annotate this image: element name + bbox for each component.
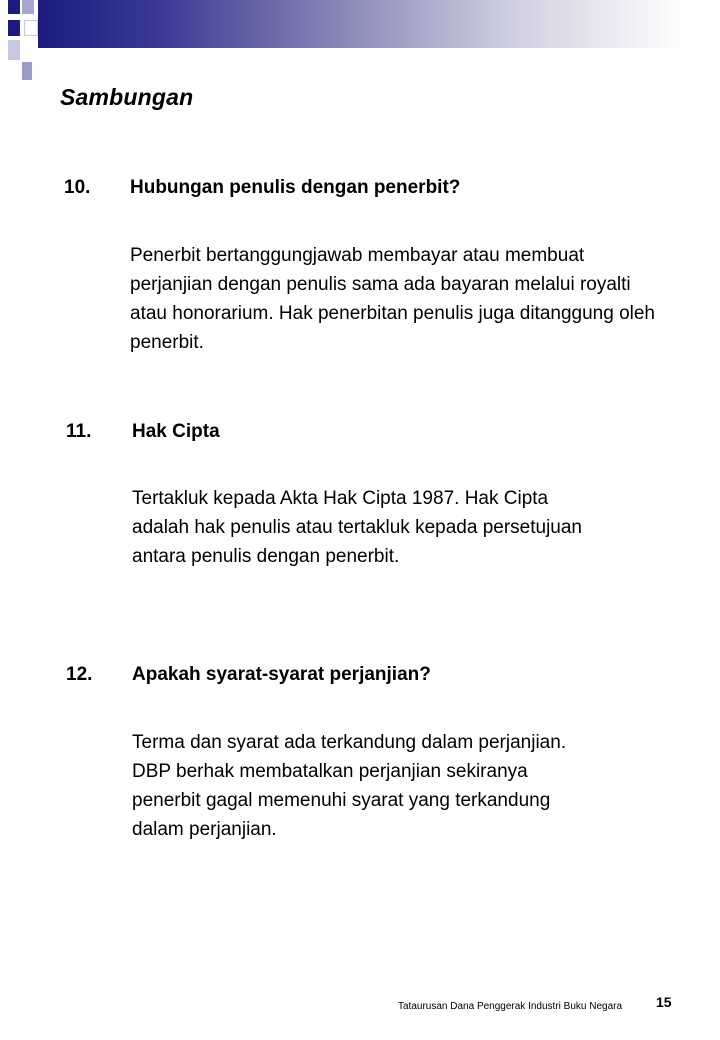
header-decoration xyxy=(0,0,720,60)
section-body: Terma dan syarat ada terkandung dalam perjanjian. DBP berhak membatalkan perjanjian sekiranya penerbit gagal memenuhi syarat yang terkandung dalam perjanjian. xyxy=(132,732,567,840)
section-heading: Hak Cipta xyxy=(132,421,220,442)
page-title: Sambungan xyxy=(60,84,194,110)
section-body: Tertakluk kepada Akta Hak Cipta 1987. Hak Cipta adalah hak penulis atau tertakluk kepada persetujuan antara penulis dengan penerbit. xyxy=(132,488,582,567)
header-square-2 xyxy=(22,0,34,14)
section-body: Penerbit bertanggungjawab membayar atau membuat perjanjian dengan penulis sama ada bayaran melalui royalti atau honorarium. Hak penerbitan penulis juga ditanggung oleh penerbit. xyxy=(130,245,655,353)
page-number: 15 xyxy=(656,994,672,1010)
section-heading: Apakah syarat-syarat perjanjian? xyxy=(132,664,431,685)
header-square-4 xyxy=(24,20,38,36)
footer-text: Tataurusan Dana Penggerak Industri Buku Negara xyxy=(398,1001,623,1012)
header-square-3 xyxy=(8,20,20,36)
section-number: 11. xyxy=(66,421,92,442)
section-heading: Hubungan penulis dengan penerbit? xyxy=(130,177,461,198)
header-square-6 xyxy=(22,62,32,80)
section-number: 12. xyxy=(66,664,93,685)
header-gradient-bar xyxy=(38,0,720,48)
section-number: 10. xyxy=(64,177,91,198)
header-square-1 xyxy=(8,0,20,14)
header-square-5 xyxy=(8,40,20,60)
